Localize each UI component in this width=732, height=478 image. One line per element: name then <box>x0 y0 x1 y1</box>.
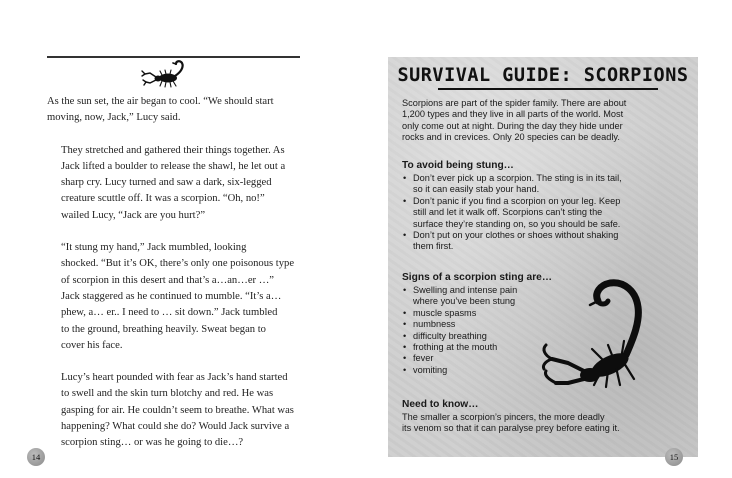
text-line: surface they’re standing on, so you should be safe. <box>413 218 621 229</box>
text-line: • muscle spasms <box>413 307 477 318</box>
text-line: only come out at night. During the day they hide under <box>402 120 623 131</box>
text-line: • Don’t panic if you find a scorpion on your leg. Keep <box>413 195 621 206</box>
text-line: gasping for air. He couldn’t seem to breathe. What was <box>61 404 294 416</box>
text-line: Scorpions are part of the spider family. There are about <box>402 98 627 108</box>
list-item <box>402 230 692 253</box>
scorpion-silhouette-icon <box>538 267 698 391</box>
text-line: Jack staggered as he continued to mumble. “It’s a… <box>61 290 282 302</box>
text-line: to the ground, breathing heavily. Sweat began to <box>61 323 266 335</box>
text-line: cover his face. <box>61 339 123 351</box>
text-line: • difficulty breathing <box>413 330 487 341</box>
text-line: • Swelling and intense pain <box>413 285 518 295</box>
list-item <box>402 173 692 196</box>
text-line: • Don’t ever pick up a scorpion. The sting is in its tail, <box>413 173 622 183</box>
text-line: 1,200 types and they live in all parts of the world. Most <box>402 109 624 120</box>
text-line: • vomiting <box>413 364 448 375</box>
avoid-list <box>402 173 692 253</box>
text-line: to swell and the skin turn blotchy and red. He was <box>61 388 274 400</box>
text-line: of scorpion in this desert and that’s a…an…er …” <box>61 274 274 286</box>
text-line: phew, a… er.. I need to … sit down.” Jack tumbled <box>61 307 278 319</box>
guide-title: SURVIVAL GUIDE: SCORPIONS <box>397 65 689 86</box>
story-paragraph <box>47 143 305 224</box>
text-line: sharp cry. Lucy turned and saw a dark, six-legged <box>61 177 272 189</box>
text-line: • Don’t put on your clothes or shoes without shaking <box>413 230 619 241</box>
avoid-section <box>402 160 692 253</box>
text-line: shocked. “But it’s OK, there’s only one poisonous type <box>61 258 295 270</box>
text-line: • numbness <box>413 319 456 330</box>
text-line: “It stung my hand,” Jack mumbled, looking <box>61 242 247 254</box>
text-line: • fever <box>413 353 434 364</box>
story-paragraph <box>47 240 305 354</box>
guide-intro <box>402 98 692 144</box>
need-to-know-heading: Need to know… <box>402 399 479 410</box>
text-line: so it can easily stab your hand. <box>413 184 540 195</box>
scorpion-icon <box>140 59 192 89</box>
signs-heading: Signs of a scorpion sting are… <box>402 272 553 283</box>
text-line: As the sun set, the air began to cool. “We should start <box>47 96 274 107</box>
right-page <box>366 0 732 478</box>
text-line: wailed Lucy, “Jack are you hurt?” <box>61 209 206 221</box>
text-line: scorpion sting… or was he going to die…? <box>61 437 244 449</box>
story-paragraph <box>47 94 305 127</box>
text-line: where you’ve been stung <box>413 296 516 307</box>
list-item <box>402 196 692 230</box>
page-number-left: 14 <box>27 448 45 466</box>
text-line: its venom so that it can paralyse prey before eating it. <box>402 423 620 434</box>
text-line: Jack lifted a boulder to release the shawl, he let out a <box>61 160 286 172</box>
need-to-know-section <box>402 399 692 435</box>
story-paragraph <box>47 370 305 451</box>
text-line: moving, now, Jack,” Lucy said. <box>47 112 181 124</box>
text-line: The smaller a scorpion’s pincers, the more deadly <box>402 412 605 422</box>
text-line: • frothing at the mouth <box>413 342 498 353</box>
avoid-heading: To avoid being stung… <box>402 160 514 171</box>
title-underline <box>438 88 658 90</box>
text-line: They stretched and gathered their things together. As <box>61 144 285 156</box>
text-line: happening? What could she do? Would Jack survive a <box>61 421 290 433</box>
header-rule <box>47 56 300 58</box>
page-number-right: 15 <box>665 448 683 466</box>
survival-guide-panel <box>388 57 698 457</box>
text-line: creature scuttle off. It was a scorpion. “Oh, no!” <box>61 193 265 205</box>
text-line: Lucy’s heart pounded with fear as Jack’s hand started <box>61 372 288 384</box>
story-text <box>47 94 305 468</box>
text-line: still and let it walk off. Scorpions can’t sting the <box>413 207 603 218</box>
text-line: rocks and in crevices. Only 20 species can be deadly. <box>402 132 620 143</box>
text-line: them first. <box>413 241 454 252</box>
